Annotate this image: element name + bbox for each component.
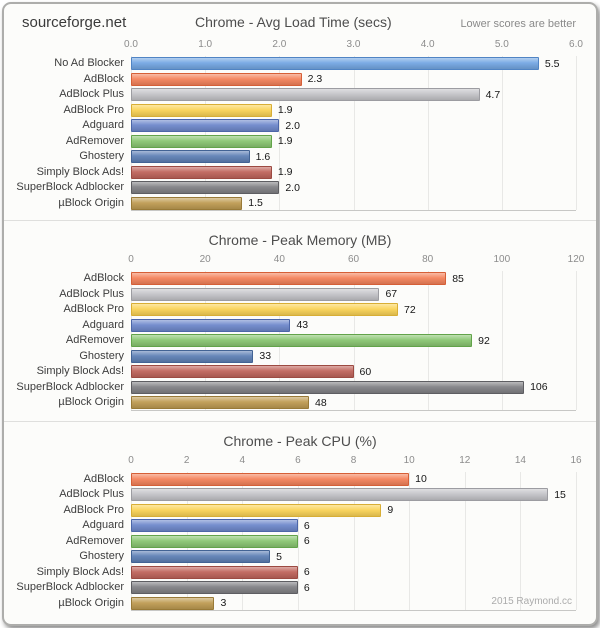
bar-row	[4, 364, 596, 380]
bar	[131, 581, 298, 594]
bar-row	[4, 302, 596, 318]
value-label: 5.5	[544, 57, 560, 70]
value-label: 1.9	[277, 135, 293, 148]
bar-row	[4, 472, 596, 488]
bar-track	[131, 395, 576, 411]
value-label: 67	[385, 288, 398, 301]
bar	[131, 73, 302, 86]
x-axis-ticks	[128, 254, 585, 266]
value-label: 10	[415, 473, 427, 486]
category-label: AdBlock	[83, 272, 124, 285]
bar-track	[131, 364, 576, 380]
category-label: Adguard	[82, 318, 124, 331]
category-label: AdRemover	[65, 534, 124, 547]
bar	[131, 519, 298, 532]
bar-rows	[4, 472, 596, 612]
bar	[131, 381, 524, 394]
value-label: 6	[303, 519, 310, 532]
tick-label: 60	[347, 254, 360, 265]
bar-row	[4, 318, 596, 334]
bar	[131, 350, 253, 363]
value-label: 1.9	[277, 166, 293, 179]
bar-row	[4, 333, 596, 349]
bar	[131, 272, 446, 285]
value-label: 3	[220, 597, 227, 610]
chart-title: Chrome - Avg Load Time (secs)	[195, 14, 392, 30]
value-label: 106	[530, 381, 548, 394]
bar-row	[4, 56, 596, 72]
bar-track	[131, 287, 576, 303]
bar	[131, 488, 548, 501]
category-label: Adguard	[82, 119, 124, 132]
bar-rows	[4, 56, 596, 211]
tick-label: 5.0	[494, 39, 509, 50]
value-label: 5	[276, 550, 282, 563]
chart-peak-memory	[4, 221, 596, 421]
value-label: 60	[359, 365, 372, 378]
category-label: Ghostery	[79, 349, 124, 362]
plot-area	[4, 271, 596, 411]
tick-label: 4	[239, 454, 246, 466]
tick-label: 6.0	[569, 39, 583, 50]
bar-track	[131, 302, 576, 318]
watermark-text: 2015 Raymond.cc	[491, 596, 572, 607]
bar-track	[131, 380, 576, 396]
chart-header	[4, 4, 596, 34]
tick-label: 80	[422, 254, 434, 265]
tick-label: 4.0	[420, 39, 435, 50]
bar-track	[131, 72, 576, 88]
value-label: 1.5	[248, 197, 263, 210]
category-label: Simply Block Ads!	[36, 565, 124, 578]
category-label: µBlock Origin	[58, 596, 124, 609]
bar-track	[131, 333, 576, 349]
bar-track	[131, 149, 576, 165]
bar	[131, 119, 279, 132]
value-label: 2.3	[307, 73, 323, 86]
category-label: SuperBlock Adblocker	[16, 380, 124, 393]
bar-row	[4, 149, 596, 165]
bar-row	[4, 518, 596, 534]
note-text: Lower scores are better	[460, 18, 576, 30]
tick-label: 0.0	[124, 39, 138, 50]
brand-text: sourceforge.net	[22, 14, 127, 31]
tick-label: 2	[183, 454, 190, 466]
value-label: 4.7	[485, 88, 501, 101]
bar	[131, 334, 472, 347]
bar	[131, 104, 272, 117]
bar-row	[4, 103, 596, 119]
category-label: SuperBlock Adblocker	[16, 181, 124, 194]
bar-row	[4, 287, 596, 303]
bar	[131, 135, 272, 148]
chart-avg-load-time	[4, 4, 596, 220]
category-label: AdRemover	[65, 134, 124, 147]
bar	[131, 319, 290, 332]
value-label: 92	[478, 334, 490, 347]
bar	[131, 166, 272, 179]
bar	[131, 550, 270, 563]
bar-row	[4, 165, 596, 181]
category-label: Adguard	[82, 519, 124, 532]
plot-area	[4, 56, 596, 211]
bar-track	[131, 565, 576, 581]
bar	[131, 150, 250, 163]
bar	[131, 303, 398, 316]
category-label: Ghostery	[79, 550, 124, 563]
bar-rows	[4, 271, 596, 411]
bar-track	[131, 165, 576, 181]
tick-label: 20	[199, 254, 211, 265]
tick-label: 6	[295, 454, 301, 466]
bar	[131, 197, 242, 210]
tick-label: 120	[567, 254, 585, 265]
category-label: Simply Block Ads!	[36, 165, 124, 178]
bar-row	[4, 380, 596, 396]
category-label: AdBlock Pro	[63, 503, 124, 516]
value-label: 2.0	[285, 181, 300, 194]
value-label: 43	[296, 319, 309, 332]
bar-row	[4, 180, 596, 196]
bar-track	[131, 180, 576, 196]
plot-area	[4, 472, 596, 612]
bar-row	[4, 580, 596, 596]
bar-row	[4, 549, 596, 565]
bar-track	[131, 549, 576, 565]
bar-track	[131, 472, 576, 488]
bar-row	[4, 487, 596, 503]
value-label: 48	[315, 396, 327, 409]
value-label: 33	[259, 350, 272, 363]
category-label: Ghostery	[79, 150, 124, 163]
bar-track	[131, 503, 576, 519]
bar	[131, 504, 381, 517]
category-label: AdBlock	[83, 472, 124, 485]
bar-track	[131, 487, 576, 503]
category-label: AdBlock Pro	[63, 103, 124, 116]
tick-label: 16	[570, 454, 582, 466]
bar-track	[131, 56, 576, 72]
value-label: 6	[303, 566, 310, 579]
tick-label: 100	[493, 254, 511, 265]
bar	[131, 88, 480, 101]
bar-row	[4, 72, 596, 88]
tick-label: 14	[514, 454, 526, 466]
chart-peak-cpu	[4, 422, 596, 622]
bar-row	[4, 565, 596, 581]
bar	[131, 566, 298, 579]
tick-label: 3.0	[346, 39, 361, 50]
category-label: AdBlock	[83, 72, 124, 85]
bar-track	[131, 580, 576, 596]
chart-title: Chrome - Peak Memory (MB)	[208, 232, 392, 248]
category-label: µBlock Origin	[58, 396, 124, 409]
tick-label: 8	[350, 454, 357, 466]
value-label: 2.0	[285, 119, 300, 132]
bar-row	[4, 271, 596, 287]
value-label: 1.6	[255, 150, 271, 163]
bar-row	[4, 395, 596, 411]
bar-track	[131, 87, 576, 103]
tick-label: 10	[403, 454, 415, 466]
bar	[131, 473, 409, 486]
tick-label: 1.0	[198, 39, 213, 50]
category-label: µBlock Origin	[58, 196, 124, 209]
bar	[131, 57, 539, 70]
category-label: AdBlock Plus	[59, 287, 124, 300]
bar-track	[131, 318, 576, 334]
x-axis-ticks	[128, 454, 582, 467]
tick-label: 0	[128, 454, 134, 466]
bar	[131, 597, 214, 610]
bar-row	[4, 196, 596, 212]
category-label: Simply Block Ads!	[36, 365, 124, 378]
bar	[131, 181, 279, 194]
tick-label: 12	[459, 454, 471, 466]
bar	[131, 535, 298, 548]
category-label: AdBlock Plus	[59, 488, 124, 501]
bar	[131, 288, 379, 301]
bar-track	[131, 103, 576, 119]
tick-label: 0	[128, 254, 134, 265]
bar-row	[4, 349, 596, 365]
bar-track	[131, 349, 576, 365]
value-label: 72	[404, 303, 416, 316]
bar-row	[4, 534, 596, 550]
bar-row	[4, 118, 596, 134]
bar	[131, 365, 354, 378]
category-label: AdBlock Pro	[63, 303, 124, 316]
category-label: No Ad Blocker	[54, 57, 124, 70]
bar-track	[131, 271, 576, 287]
bar-row	[4, 87, 596, 103]
tick-label: 40	[273, 254, 285, 265]
value-label: 6	[303, 581, 310, 594]
value-label: 1.9	[277, 104, 293, 117]
category-label: SuperBlock Adblocker	[16, 581, 124, 594]
x-axis-ticks	[124, 39, 583, 51]
tick-label: 2.0	[272, 39, 287, 50]
chart-panel	[2, 2, 598, 626]
value-label: 6	[303, 535, 310, 548]
bar-row	[4, 503, 596, 519]
bar-track	[131, 134, 576, 150]
bar-row	[4, 134, 596, 150]
category-label: AdBlock Plus	[59, 88, 124, 101]
bar-track	[131, 118, 576, 134]
bar	[131, 396, 309, 409]
bar-track	[131, 518, 576, 534]
chart-title: Chrome - Peak CPU (%)	[223, 432, 377, 449]
category-label: AdRemover	[65, 334, 124, 347]
bar-track	[131, 196, 576, 212]
bar-track	[131, 534, 576, 550]
value-label: 85	[452, 272, 464, 285]
value-label: 15	[554, 488, 566, 501]
value-label: 9	[387, 504, 394, 517]
